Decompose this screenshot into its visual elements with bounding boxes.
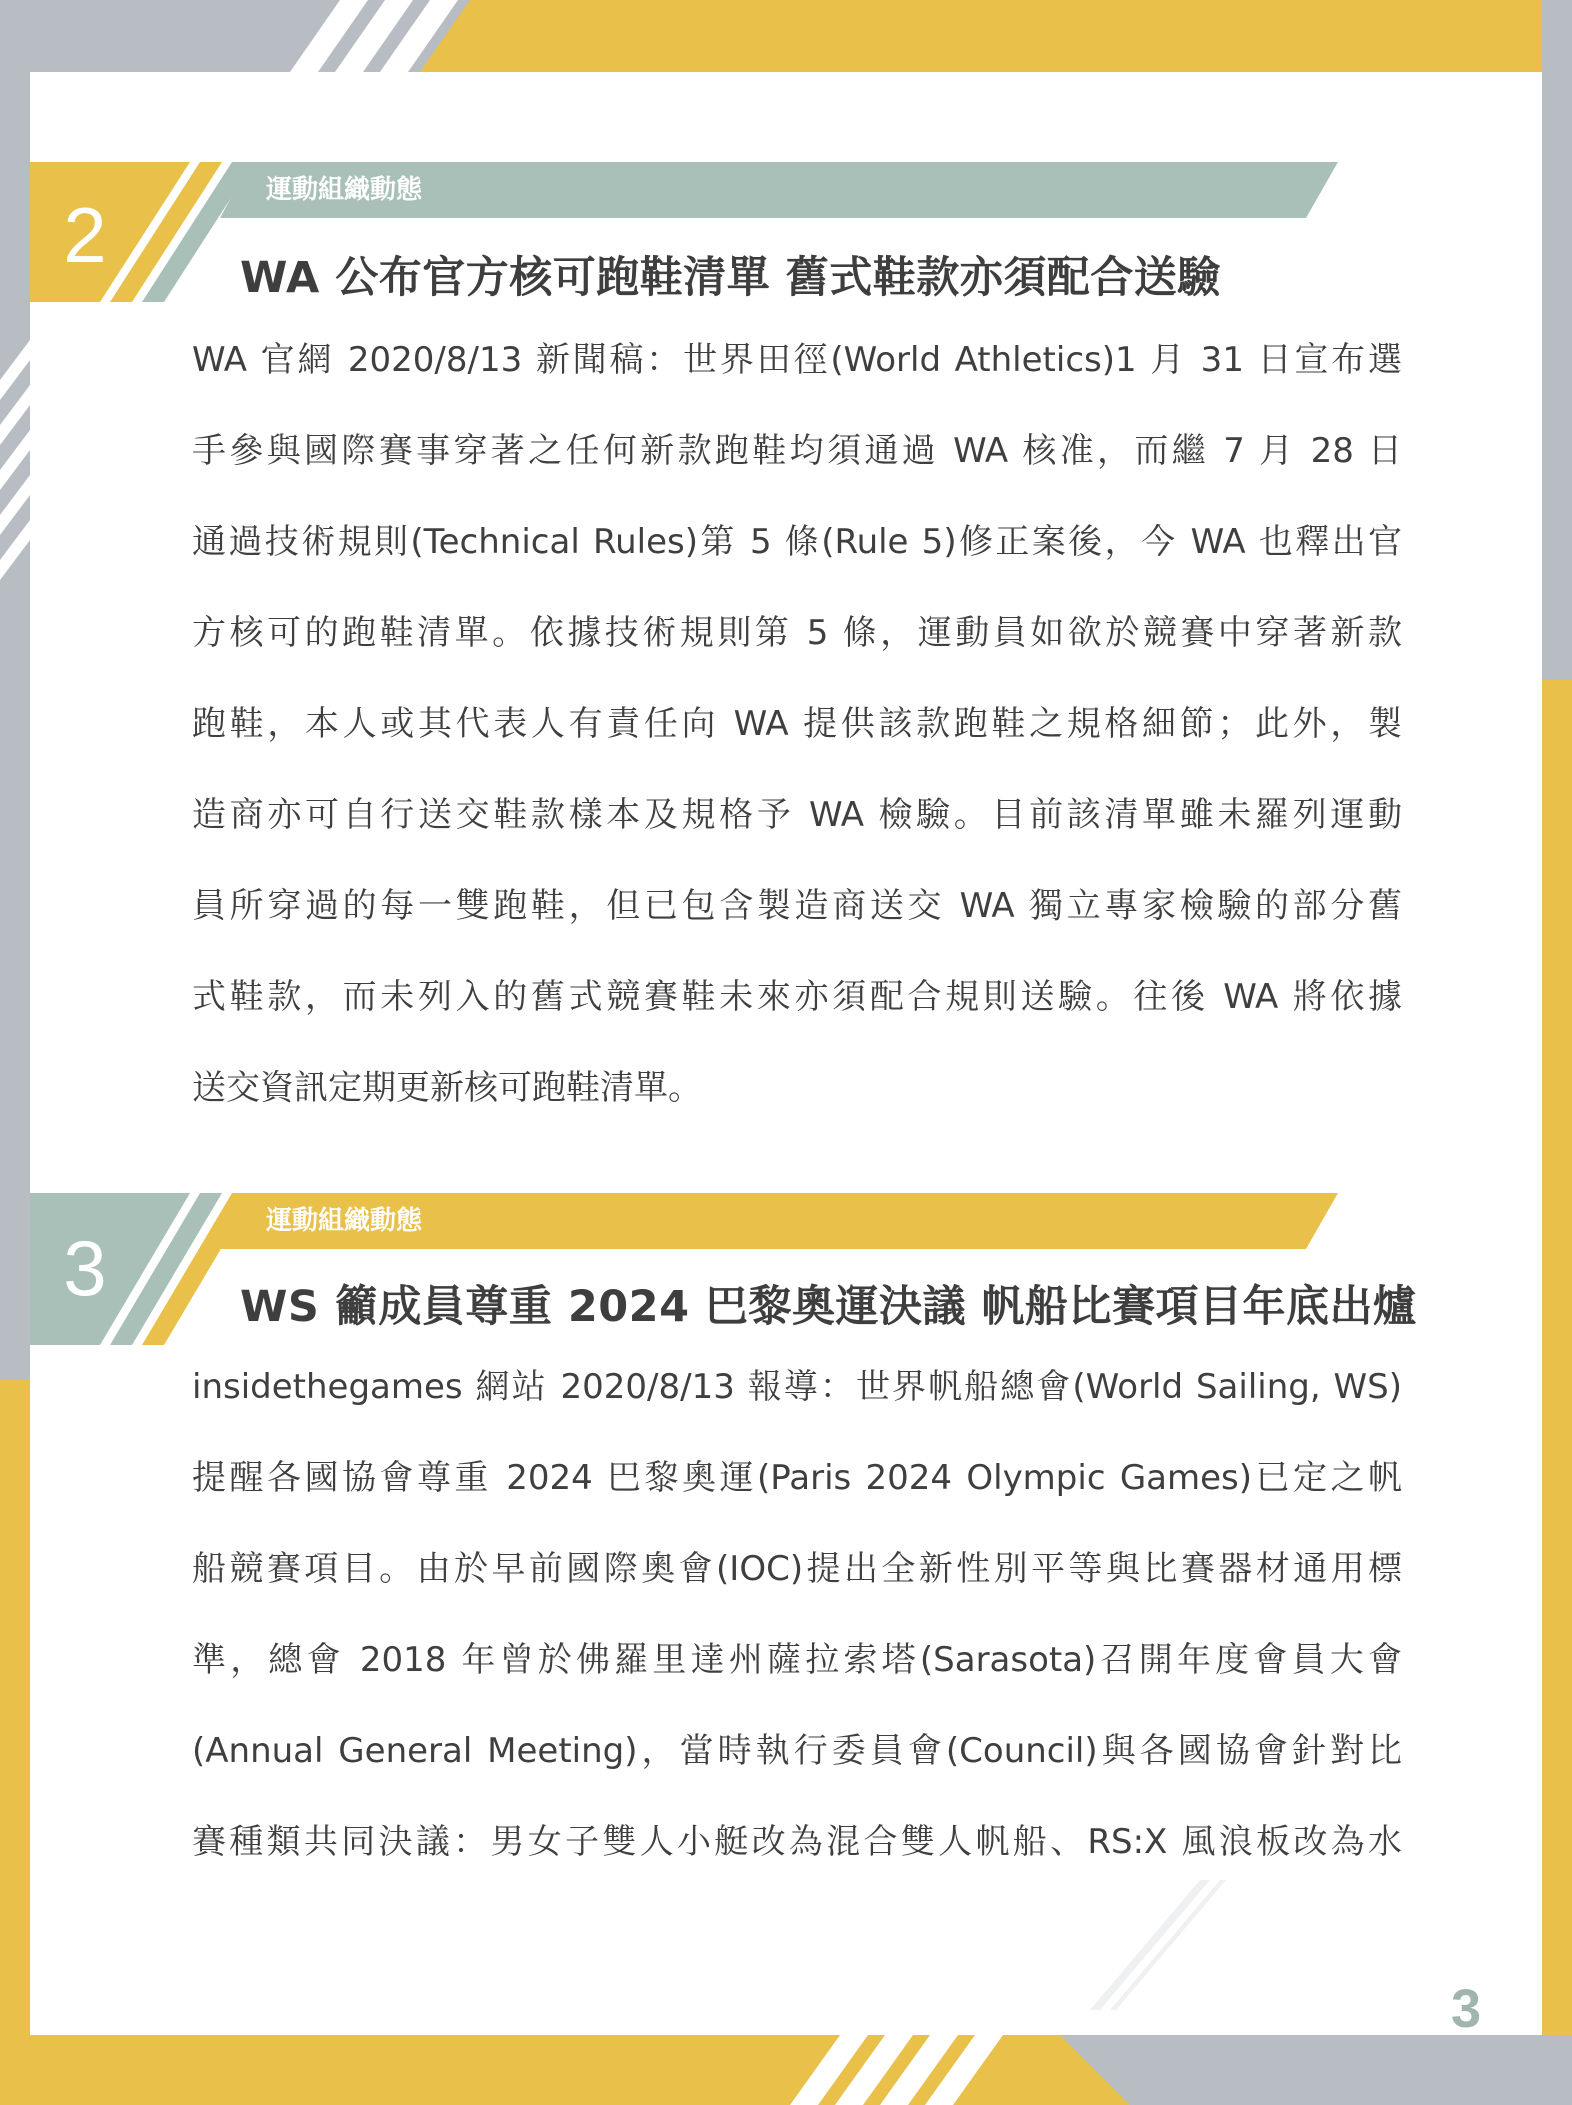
body-line: insidethegames 網站 2020/8/13 報導：世界帆船總會(World Sailing, WS) xyxy=(192,1367,1402,1407)
body-line: 船競賽項目。由於早前國際奧會(IOC)提出全新性別平等與比賽器材通用標 xyxy=(192,1549,1402,1589)
page-number: 3 xyxy=(1450,1979,1482,2039)
body-line: 手參與國際賽事穿著之任何新款跑鞋均須通過 WA 核准，而繼 7 月 28 日 xyxy=(192,431,1402,471)
body-line: 跑鞋，本人或其代表人有責任向 WA 提供該款跑鞋之規格細節；此外，製 xyxy=(192,704,1402,744)
section-category: 運動組織動態 xyxy=(266,175,423,205)
body-line: 提醒各國協會尊重 2024 巴黎奧運(Paris 2024 Olympic Games)已定之帆 xyxy=(192,1458,1402,1498)
body-line: 員所穿過的每一雙跑鞋，但已包含製造商送交 WA 獨立專家檢驗的部分舊 xyxy=(192,886,1402,926)
article-title: WS 籲成員尊重 2024 巴黎奧運決議 帆船比賽項目年底出爐 xyxy=(240,1282,1417,1332)
body-line: 造商亦可自行送交鞋款樣本及規格予 WA 檢驗。目前該清單雖未羅列運動 xyxy=(192,795,1402,835)
body-line: 賽種類共同決議：男女子雙人小艇改為混合雙人帆船、RS:X 風浪板改為水 xyxy=(192,1822,1402,1862)
body-line: (Annual General Meeting)，當時執行委員會(Council)與各國協會針對比 xyxy=(192,1731,1402,1771)
body-line: WA 官網 2020/8/13 新聞稿：世界田徑(World Athletics)1 月 31 日宣布選 xyxy=(192,340,1402,380)
body-line: 送交資訊定期更新核可跑鞋清單。 xyxy=(192,1068,702,1108)
body-line: 通過技術規則(Technical Rules)第 5 條(Rule 5)修正案後，今 WA 也釋出官 xyxy=(192,522,1402,562)
article-title: WA 公布官方核可跑鞋清單 舊式鞋款亦須配合送驗 xyxy=(240,253,1221,303)
body-line: 準，總會 2018 年曾於佛羅里達州薩拉索塔(Sarasota)召開年度會員大會 xyxy=(192,1640,1402,1680)
section-number: 3 xyxy=(63,1224,107,1312)
body-line: 式鞋款，而未列入的舊式競賽鞋未來亦須配合規則送驗。往後 WA 將依據 xyxy=(192,977,1402,1017)
section-category: 運動組織動態 xyxy=(266,1206,423,1236)
page-corner-stripes xyxy=(1080,1880,1230,2010)
body-line: 方核可的跑鞋清單。依據技術規則第 5 條，運動員如欲於競賽中穿著新款 xyxy=(192,613,1402,653)
section-number: 2 xyxy=(63,191,107,279)
